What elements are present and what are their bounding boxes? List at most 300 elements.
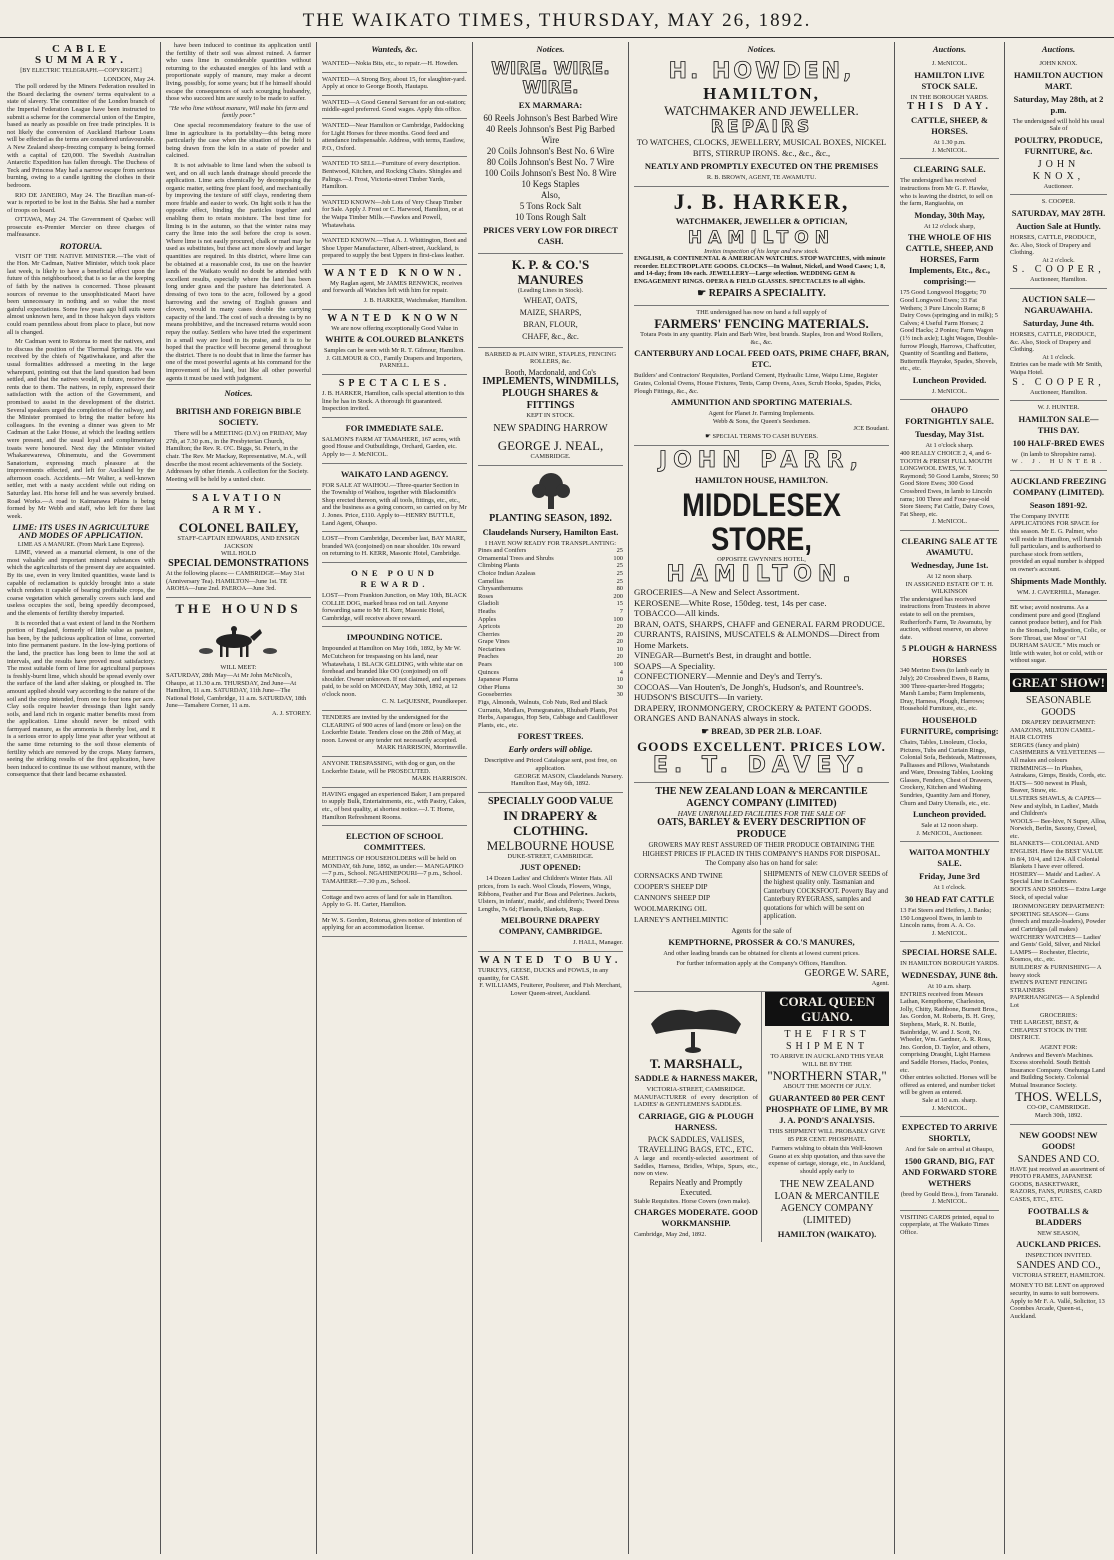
- wethers-sub: (bred by Gould Bros.), from Taranaki.: [900, 1190, 999, 1198]
- hounds-ad: [166, 598, 311, 722]
- ngaru-date: Saturday, June 4th.: [1023, 317, 1094, 328]
- column-auctions: [894, 42, 1004, 1554]
- land-agency-ad: [322, 464, 467, 533]
- iron-paperhangings: PAPERHANGINGS— A Splendid Lot: [1010, 994, 1099, 1009]
- plant-row: [478, 555, 623, 563]
- sandes-inspection: INSPECTION INVITED.: [1025, 1252, 1092, 1260]
- column-news: [2, 42, 160, 1554]
- awamutu-date: Wednesday, June 1st.: [910, 560, 989, 570]
- freezing-text: The Company INVITE APPLICATIONS FOR SPACE for this season. Mr E. G. Palmer, who will reside in Hamilton, will furnish full particulars, and is authorised to purchase stock from settlers, provided an equal number is shipped on owner's account.: [1010, 512, 1105, 574]
- middlesex-title: MIDDLESEX STORE,: [682, 486, 841, 557]
- visiting-cards-text: VISITING CARDS printed, equal to copperplate, at The Waikato Times Office.: [900, 1213, 994, 1237]
- canterbury-title: CANTERBURY AND LOCAL FEED OATS, PRIME CHAFF, BRAN, ETC.: [634, 348, 889, 370]
- nursery-ad: [478, 466, 623, 793]
- iron-ewen: EWEN'S PATENT FENCING STRAINERS: [1010, 979, 1088, 994]
- land-agency-title: WAIKATO LAND AGENCY.: [340, 468, 449, 479]
- grocery-item: ORANGES AND BANANAS always in stock.: [634, 713, 800, 724]
- plant-varieties: 100: [613, 554, 623, 562]
- wanted-known-sign: J. B. HARKER, Watchmaker, Hamilton.: [363, 297, 467, 305]
- waitoa-sale-ad: [900, 842, 999, 942]
- drapery-department: DRAPERY DEPARTMENT:: [1021, 718, 1096, 726]
- specially-good: SPECIALLY GOOD VALUE: [487, 795, 614, 807]
- money-to-lend: MONEY TO BE LENT on approved security, in sums to suit borrowers. Apply to Mr F. A. Vallé, Solicitor, 13 Coombes Arcade, Queen-st., Auckland.: [1010, 1282, 1105, 1320]
- wanted-ad-1: [322, 57, 467, 73]
- grain-list: [478, 295, 623, 343]
- freezing-season: Season 1891-92.: [1029, 499, 1088, 510]
- wire-prices: PRICES VERY LOW FOR DIRECT CASH.: [483, 225, 618, 246]
- special-terms-row: [634, 433, 889, 441]
- wanted-to-buy-ad: [478, 952, 623, 1001]
- will-hold: WILL HOLD: [220, 550, 257, 558]
- fencing-intro: THE undersigned has now on hand a full supply of: [696, 308, 827, 316]
- iron-lamps: LAMPS— Rochester, Electric, Kosmos, etc., etc.: [1010, 948, 1090, 964]
- ohaupo-sign: J. McNICOL.: [931, 518, 968, 526]
- knox-poultry: POULTRY, PRODUCE, FURNITURE, &c.: [1014, 134, 1103, 156]
- plant-varieties: 80: [616, 585, 623, 593]
- davey-name: E. T. DAVEY.: [652, 752, 871, 778]
- freezing-title: AUCKLAND FREEZING COMPANY (LIMITED).: [1010, 475, 1107, 497]
- plant-name: Pears: [478, 661, 492, 669]
- column-wanteds: [316, 42, 472, 1554]
- plant-varieties: 20: [616, 623, 623, 631]
- livestock-day: THIS DAY.: [907, 101, 992, 113]
- plant-row: [478, 638, 623, 646]
- grocery-item: HUDSON'S BISCUITS—In variety.: [634, 692, 763, 703]
- manures-ad: [478, 254, 623, 348]
- ohaupo-time: At 1 o'clock sharp.: [925, 442, 974, 450]
- livestock-place: IN THE BOROUGH YARDS.: [910, 93, 989, 101]
- plant-row: [478, 562, 623, 570]
- livestock-sign: J. McNICOL.: [931, 146, 968, 154]
- coral-about: ABOUT THE MONTH OF JULY.: [783, 1083, 871, 1091]
- wethers-order: And for Sale on arrival at Ohaupo,: [905, 1146, 994, 1154]
- plant-row: [478, 616, 623, 624]
- horse-sale-date: WEDNESDAY, JUNE 8th.: [901, 970, 998, 980]
- plant-varieties: 25: [616, 577, 623, 585]
- plant-name: Gooseberries: [478, 691, 512, 699]
- grocery-item: VINEGAR—Burnett's Best, in draught and bottle.: [634, 650, 812, 661]
- builders-text: Builders' and Contractors' Requisites, Portland Cement, Hydraulic Lime, Waipu Lime, Register Grates, Colonial Ovens, House Fixtures, Tents, Camp Ovens, Axes, Scrub Hooks, Spades, Picks, Plough Fittings, &c., &c.: [634, 372, 882, 395]
- middlesex-store-ad: [634, 446, 889, 783]
- horse-sale-sign: J. McNICOL.: [931, 1104, 968, 1112]
- hounds-schedule: SATURDAY, 28th May—At Mr John McNicol's, Ohaupo, at 11.30 a.m. THURSDAY, 2nd June—At Hamilton, 11 a.m. SATURDAY, 11th June—The National Hotel, Cambridge, 11 a.m. SATURDAY, 18th June—Tamahere Corner, 11 a.m.: [166, 672, 307, 710]
- waitoa-cattle: 30 HEAD FAT CATTLE: [904, 894, 995, 905]
- plant-row: [478, 646, 623, 654]
- lime-text-more: It is not advisable to lime land when the subsoil is wet, and on all such lands drainage should precede the application. Lime acts chemically by decomposing the organic matter, setting free plant food, and mechanically by improving the texture of stiff clays, rendering them more friable and easier to work. On light soils it has the opposite effect, binding the particles together and enabling them to retain moisture. The best time for liming is in the autumn, so that the winter rains may carry the lime into the soil before the crop is sown. Where lime is not easily procured, chalk or marl may be used as substitutes, but these act more slowly and larger quantities are required. In this district, where lime can be obtained at a reasonable cost, its use on the heavier lands of the Waikato would no doubt be attended with excellent results, especially where the land has been long under grass and the pasture has deteriorated. A dressing of two tons to the acre, followed by a good harrowing and the sowing of English grasses and clovers, would in many cases double the carrying capacity of the land. The cost of such a dressing is by no means prohibitive, and the increased returns would soon repay the outlay. Settlers who have tried the experiment in a small way are loud in its praise, and it is to be hoped that the practice will become general throughout the district. There is no doubt that in lime the farmer has one of the most powerful agents at his command for the improvement of his land, but like all other powerful agents it must be used with judgment.: [166, 161, 311, 382]
- visiting-cards-ad: [900, 1211, 999, 1241]
- plant-row: [478, 691, 623, 699]
- plant-name: Gladioli: [478, 600, 499, 608]
- lime-text-continued: have been induced to continue its application until the fertility of their soil was almost ruined. A farmer who uses lime in considerable quantities without returning to the exhausted energies of his land with a proportionate supply of manure, may make a decent living, possibly, for some years; but if he himself should escape the consequences of such scourging husbandry, those who succeed him are surely to be made to suffer.: [166, 42, 311, 103]
- grocery-item: DRAPERY, IRONMONGERY, CROCKERY & PATENT GOODS.: [634, 702, 872, 713]
- clearing-stock-list: 175 Good Longwool Hoggets; 70 Good Longwool Ewes; 33 Fat Wethers; 3 Pure Lincoln Rams; 8 Dairy Cows (springing and in milk); 5 Calves; 4 Useful Farm Horses; 2 Good Hacks; 2 Ponies; Farm Wagon (1½ inch axle); Light Wagon, Double-furrow Plough, Harrows, Chaffcutter, Quantity of Scantling and Battens, Buttermilk Hayrake, Spades, Shovels, etc., etc.: [900, 289, 998, 373]
- ammunition-title: AMMUNITION AND SPORTING MATERIALS.: [671, 397, 852, 408]
- wanted-ad-7: [322, 234, 467, 265]
- agent-for: AGENT FOR:: [1039, 1043, 1078, 1051]
- sandes-text: HAVE just received an assortment of PHOTO FRAMES, JAPANESE GOODS, BASKETWARE, RAZORS, FANS, PURSES, CARD CASES, ETC., ETC.: [1010, 1165, 1105, 1204]
- impounding-title: IMPOUNDING NOTICE.: [346, 632, 443, 643]
- reward-text: LOST—From Frankton Junction, on May 10th, BLACK COLLIE DOG, marked brass rod on tail. Anyone forwarding same to Mr H. Kerr, Masonic Hotel, Cambridge, will receive above reward.: [322, 591, 467, 622]
- howden-title: H. HOWDEN,: [668, 59, 855, 84]
- drapery-title: IN DRAPERY & CLOTHING.: [503, 807, 598, 838]
- coral-ship: "NORTHERN STAR,": [767, 1068, 887, 1084]
- grocery-item: TOBACCO—All kinds.: [634, 608, 720, 619]
- kp-title: K. P. & CO.'S MANURES: [511, 257, 590, 287]
- harker-invites: Invites inspection of his large and new stock.: [704, 247, 819, 255]
- knox-ad: [1010, 57, 1107, 195]
- wire-item: 20 Coils Johnson's Best No. 6 Wire: [486, 146, 615, 156]
- ohaupo-date: Tuesday, May 31st.: [914, 429, 985, 440]
- impounding-sign: C. N. LeQUESNE, Poundkeeper.: [381, 698, 467, 706]
- notices-heading: Notices.: [166, 384, 311, 399]
- ngaru-title: AUCTION SALE—NGARUAWAHIA.: [1022, 293, 1095, 315]
- ngaru-time: At 1 o'clock.: [1042, 353, 1075, 361]
- wanted-text: WANTED—A Good General Servant for an out-station; middle-aged preferred. Good wages. Apply this office.: [322, 98, 466, 114]
- plant-varieties: 4: [619, 668, 623, 676]
- blankets-text: Samples can be seen with Mr R. T. Gilmour, Hamilton.: [324, 347, 465, 355]
- waitoa-title: WAITOA MONTHLY SALE.: [908, 847, 990, 869]
- cable-byline: [BY ELECTRIC TELEGRAPH.—COPYRIGHT.]: [20, 68, 142, 74]
- plough-title: PLOUGH SHARES & FITTINGS: [502, 388, 599, 412]
- wanted-text: WANTED—Near Hamilton or Cambridge, Paddocking for Light Horses for three months. Good feed and attendance indispensable. Address, with terms, Eastlow, P.O., Oxford.: [322, 121, 465, 152]
- plant-name: Pines and Conifers: [478, 547, 527, 555]
- immediate-sale-title: FOR IMMEDIATE SALE.: [345, 422, 444, 433]
- horse-sale-ad: [900, 942, 999, 1117]
- drapery-trimmings: TRIMMINGS— In Plushes, Astrakans, Gimps, Braids, Cords, etc.: [1010, 764, 1107, 780]
- wire-title: WIRE. WIRE. WIRE.: [491, 59, 610, 98]
- horse-sale-close: Other entries solicited. Horses will be offered as entered, and number ticket will be given as entered.: [900, 1074, 997, 1097]
- clearing-sale-ad: [900, 159, 999, 400]
- auctioneer-name: J. McNICOL.: [931, 60, 968, 67]
- harker-repairs: REPAIRS A SPECIALITY.: [708, 287, 826, 299]
- barbed-text: BARBED & PLAIN WIRE, STAPLES, FENCING ROLLERS, &c.: [484, 350, 617, 366]
- fencing-title: FARMERS' FENCING MATERIALS.: [654, 316, 869, 332]
- lime-text: LIME, viewed as a manurial element, is one of the most valuable and important mineral substances with which the agriculturists of the present day are acquainted. By its use, even in very limited quantities, waste land is capable of reclamation is quickly brought into a state which renders it capable of bearing profitable crops, the coarse vegetation which generally covers such land and useless occupies the soil, being speedily decomposed, and the elements of fertility thereby imparted.: [7, 549, 155, 617]
- fencing-text: Totara Posts in any quantity. Plain and Barb Wire, best brands. Staples, Iron and Wood Rollers, &c., &c.: [640, 331, 883, 346]
- sare-name: GEORGE W. SARE,: [804, 967, 889, 979]
- plant-row: [478, 547, 623, 555]
- iron-watches: WATCHERY WATCHES— Ladies' and Gents' Gold, Silver, and Nickel: [1010, 933, 1102, 949]
- awamutu-time: At 12 noon sharp.: [926, 573, 973, 580]
- trespass-sign: MARK HARRISON.: [411, 775, 467, 783]
- grocery-item: COCOAS—Van Houten's, De Jongh's, Hudson's, and Rountree's.: [634, 681, 864, 692]
- awamutu-assigned: IN ASSIGNED ESTATE OF T. H. WILKINSON: [905, 580, 994, 596]
- plant-name: Camellias: [478, 577, 504, 585]
- wire-ex: EX MARMARA:: [518, 100, 583, 110]
- coral-guaranteed: GUARANTEED 80 PER CENT PHOSPHATE OF LIME, BY MR J. A. POND'S ANALYSIS.: [765, 1092, 889, 1125]
- neal-name: GEORGE J. NEAL,: [497, 437, 604, 453]
- marshall-date: Cambridge, May 2nd, 1892.: [634, 1231, 707, 1239]
- drapery-ulsters: ULSTERS SHAWLS, & CAPES— New and stylish, in Ladies', Maids and Children's: [1010, 794, 1102, 818]
- wanted-ad-6: [322, 196, 467, 234]
- staff-names: STAFF-CAPTAIN EDWARDS, AND ENSIGN JACKSON: [177, 535, 300, 550]
- sare-role: Agent.: [871, 979, 889, 987]
- nz-loan-item: CANNON'S SHEEP DIP: [634, 892, 711, 902]
- sandes-sign: SANDES AND CO.,: [1016, 1259, 1101, 1271]
- coral-first-shipment: THE FIRST SHIPMENT: [784, 1029, 870, 1053]
- drapery-serges: SERGES (fancy and plain) CASHMERES & VELVETEENS — All makes and colours: [1010, 741, 1105, 764]
- huntly-title: Auction Sale at Huntly.: [1016, 220, 1101, 231]
- hunter-ad: [1010, 401, 1107, 471]
- awamutu-sign: J. McNICOL, Auctioneer.: [916, 829, 983, 837]
- harker-title: J. B. HARKER,: [673, 188, 850, 214]
- wire-item: 40 Reels Johnson's Best Pig Barbed Wire: [486, 124, 615, 145]
- column-notices-wide: [628, 42, 894, 1554]
- nz-loan-left-list: [634, 870, 760, 925]
- clearing-time: At 12 o'clock sharp,: [923, 222, 976, 230]
- plant-varieties: 25: [616, 562, 623, 570]
- clearing-date: Monday, 30th May,: [914, 209, 985, 220]
- marshall-address: VICTORIA-STREET, CAMBRIDGE.: [646, 1086, 746, 1094]
- howden-ad: [634, 57, 889, 187]
- knox-intro: The undersigned will hold his usual Sale of: [1012, 117, 1105, 133]
- wethers-title: 1500 GRAND, BIG, FAT AND FORWARD STORE WETHERS: [902, 1155, 997, 1188]
- grocery-item: CURRANTS, RAISINS, MUSCATELS & ALMONDS—Direct from Home Markets.: [634, 629, 880, 650]
- wethers-sign: J. McNICOL.: [931, 1198, 968, 1206]
- kp-subtitle: (Leading Lines in Stock).: [517, 287, 584, 294]
- drapery-hosiery: HOSIERY— Maids' and Ladies'. A Special Line in Cashmere.: [1010, 870, 1101, 886]
- implements-title: IMPLEMENTS, WINDMILLS,: [482, 376, 619, 388]
- rotorua-continued: Mr Cadman went to Rotorua to meet the natives, and to discuss the position of the Thermal Springs. He was received by the chiefs of Ngatiwhakaue, and after the usual formalities addressed a meeting in the large wharepuni, pointing out that the land question had been settled, and that the natives would, in future, receive the rents due to them. The natives, in reply, expressed their satisfaction with the action of the Government, and promised to assist in the development of the district. Several speakers urged the completion of the railway, and the Minister promised to bring the matter before his colleagues. In the evening a dinner was given to Mr Cadman at the Lake House, at which the leading settlers were present, and the usual loyal and complimentary toasts were honoured. Next day the Minister visited Whakarewarewa, Ohinemutu, and the Government Sanatorium, expressing much pleasure at the improvements effected, and left for Auckland by the afternoon coach. Accidents.—Mr Walter, a well-known settler, met with a nasty accident while out riding on Saturday last. His horse fell and he was severely bruised. Road Works.—A road to Kaimanawa Plains is being formed by Mr Webb and staff, who left for there last week.: [7, 338, 155, 520]
- ottawa-text: OTTAWA, May 24. The Government of Quebec will prosecute ex-Premier Mercier on three charges of malfeasance.: [7, 216, 155, 239]
- blankets-heading: WHITE & COLOURED BLANKETS: [325, 334, 464, 345]
- bread-text: BREAD, 3D PER 2LB. LOAF.: [711, 725, 822, 736]
- horse-sale-sale-time: Sale at 10 a.m. sharp.: [922, 1096, 977, 1104]
- marshall-stable: Stable Requisites. Horse Covers (own make).: [634, 1197, 751, 1205]
- sauce-ad: [1010, 601, 1107, 670]
- plant-varieties: 25: [616, 569, 623, 577]
- tenders-text: TENDERS are invited by the undersigned for the CLEARING of 900 acres of land (more or less) on the Lockerbie Estate. Tenders close on the 28th of May, at noon. Lowest or any tender not necessarily accepted.: [322, 714, 462, 744]
- ironmongery-department: IRONMONGERY DEPARTMENT:: [1012, 903, 1105, 911]
- coral-farmers: Farmers wishing to obtain this Well-known Guano at ex ship quotation, and thus save the expense of cartage, storage, etc., in Auckland, should apply early to: [768, 1145, 886, 1175]
- trespass-text: ANYONE TRESPASSING, with dog or gun, on the Lockerbie Estate, will be PROSECUTED.: [322, 760, 455, 775]
- awamutu-text: The undersigned has received instructions from Trustees in above estate to sell on the premises, Rutherford's Farm, Te Awamutu, by auction, without reserve, on above date.: [900, 595, 992, 641]
- howden-neatly: NEATLY AND PROMPTLY EXECUTED ON THE PREMISES: [644, 161, 879, 171]
- election-text: MEETINGS OF HOUSEHOLDERS will be held on MONDAY, 6th June, 1892, as under:— MANGAPIKO—7 p.m., School. NGAHINEPOURI—7 p.m., School. TAMAHERE—7.30 p.m., School.: [322, 855, 464, 885]
- plant-varieties: 200: [613, 592, 623, 600]
- melbourne-company: MELBOURNE DRAPERY COMPANY, CAMBRIDGE.: [498, 915, 603, 937]
- grain-item: MAIZE, SHARPS,: [519, 307, 582, 317]
- clearing-title: CLEARING SALE.: [913, 164, 986, 175]
- plant-name: Japanese Plums: [478, 676, 519, 684]
- kept-text: KEPT IN STOCK.: [526, 412, 575, 420]
- wire-item: 10 Tons Rough Salt: [515, 212, 586, 222]
- special-terms: SPECIAL TERMS TO CASH BUYERS.: [712, 432, 818, 440]
- huntly-role: Auctioneer, Hamilton.: [1029, 276, 1088, 284]
- implements-ad: [478, 348, 623, 466]
- te-awamutu-sale-ad: [900, 531, 999, 842]
- livestock-title: HAMILTON LIVE STOCK SALE.: [914, 69, 985, 91]
- marshall-name: T. MARSHALL,: [649, 1056, 743, 1072]
- harker-town: HAMILTON: [688, 227, 835, 248]
- plant-name: Roses: [478, 592, 494, 600]
- plant-name: Apples: [478, 615, 497, 623]
- wire-items: [478, 113, 623, 223]
- huntly-text: HORSES, CATTLE, PRODUCE, &c. Also, Stock of Drapery and Clothing.: [1010, 233, 1097, 257]
- clearing-luncheon: Luncheon Provided.: [912, 374, 987, 385]
- ngaru-role: Auctioneer, Hamilton.: [1029, 388, 1088, 396]
- marshall-assortment: A large and recently-selected assortment of Saddles, Harness, Bridles, Whips, Spurs, etc., now on view.: [634, 1154, 758, 1178]
- planting-title: PLANTING SEASON, 1892.: [489, 512, 612, 524]
- sandes-ad: [1010, 1125, 1107, 1325]
- election-title: ELECTION OF SCHOOL COMMITTEES.: [346, 831, 443, 853]
- early-orders: Early orders will oblige.: [508, 744, 593, 755]
- agent-text: Andrews and Beven's Machines. Excess storehold. South British Insurance Company. Onehunga Land and Building Society. Colonial Mutual Insurance Society.: [1010, 1051, 1106, 1089]
- plant-name: Choice Indian Azaleas: [478, 569, 536, 577]
- marshall-trade: SADDLE & HARNESS MAKER,: [634, 1073, 758, 1084]
- planet-agent: Agent for Planet Jr. Farming Implements.: [708, 410, 815, 418]
- hunter-ewes-sub: (in lamb to Shropshire rams).: [1020, 450, 1097, 458]
- marshall-carriage: CARRIAGE, GIG & PLOUGH HARNESS.: [638, 1110, 754, 1132]
- bible-society-title: BRITISH AND FOREIGN BIBLE SOCIETY.: [175, 406, 302, 428]
- williams-sign: F. WILLIAMS, Fruiterer, Poulterer, and Fish Merchant, Lower Queen-street, Auckland.: [479, 982, 622, 997]
- grain-item: WHEAT, OATS,: [523, 295, 578, 305]
- wanted-ad-3: [322, 96, 467, 119]
- nz-loan-unrivalled: HAVE UNRIVALLED FACILITIES FOR THE SALE OF: [677, 808, 846, 818]
- plant-row: [478, 653, 623, 661]
- hounds-will-meet: WILL MEET:: [220, 664, 257, 672]
- plant-varieties: 20: [616, 638, 623, 646]
- baker-text: HAVING engaged an experienced Baker, I am prepared to supply Bulk, Entertainments, etc., with Pastry, Cakes, etc., of best quality, at shortest notice.—J. T. Horne, Hamilton Refreshment Rooms.: [322, 790, 466, 821]
- nursery-sign: GEORGE MASON, Claudelands Nursery.: [514, 772, 623, 780]
- nz-loan-growers: GROWERS MAY REST ASSURED OF THEIR PRODUCE OBTAINING THE HIGHEST PRICES IF PLACED IN THIS COMPANY'S HANDS FOR DISPOSAL.: [642, 841, 881, 858]
- awamutu-horses: 5 PLOUGH & HARNESS HORSES: [902, 643, 997, 665]
- plant-name: Cherries: [478, 630, 500, 638]
- notices-heading: Notices.: [536, 44, 565, 54]
- blankets-intro: We are now offering exceptionally Good Value in: [331, 324, 458, 332]
- column-news-2: [160, 42, 316, 1554]
- nz-loan-item: WOOLMARKING OIL: [634, 903, 707, 913]
- plant-varieties: 30: [616, 691, 623, 699]
- nursery-name: Claudelands Nursery, Hamilton East.: [482, 526, 619, 537]
- seasonable-title: SEASONABLE GOODS: [1025, 694, 1091, 718]
- marshall-pack: PACK SADDLES, VALISES, TRAVELLING BAGS, ETC., ETC.: [638, 1134, 754, 1154]
- coral-title: CORAL QUEEN GUANO.: [765, 992, 889, 1026]
- freezing-sign: WM. J. CAVERHILL, Manager.: [1016, 588, 1101, 596]
- plant-row: [478, 669, 623, 677]
- reward-title: ONE POUND REWARD.: [351, 567, 438, 589]
- horse-sale-entries: ENTRIES received from Messrs Lathan, Kempthorne, Charleston, Jolly, Chitty, Rathbone, Burnett Bros., Jas. Gordon, M. Roberts, B. H. Grey, Stephens, Mark, R. N. Buttle, Bainbridge, W. and J. Scott, Nr. Wheeler, Wm. Gardner, A. R. Ross, Jno. Gordon, D. Taylor, and others, comprising Draught, Light Harness and Saddle Horses, Hacks, Ponies, etc.: [900, 990, 998, 1074]
- coral-guano-ad: [762, 992, 889, 1241]
- reward-ad: [322, 563, 467, 627]
- impounding-text: Impounded at Hamilton on May 16th, 1892, by Mr W. McCutcheon for trespassing on his land, near Whatawhata, 1 BLACK GELDING, with white star on forehead and branded like OO (conjoined) on off shoulder. Owner unknown. If not claimed, and expenses paid, to be sold on MONDAY, May 30th, 1892, at 12 o'clock noon.: [322, 645, 466, 698]
- plant-row: [478, 684, 623, 692]
- wanted-text: WANTED KNOWN.—That A. J. Whittington, Boot and Shoe Upper Manufacturer, Albert-street, Auckland, is prepared to supply the best Uppers in first-class leather.: [322, 237, 467, 260]
- great-show-title: GREAT SHOW!: [1011, 674, 1106, 690]
- hunter-title: HAMILTON SALE—THIS DAY.: [1018, 413, 1099, 435]
- knox-title: HAMILTON AUCTION MART.: [1013, 69, 1104, 91]
- harrow-title: NEW SPADING HARROW: [493, 422, 608, 434]
- bottom-ads: [634, 992, 889, 1241]
- clearing-whole: THE WHOLE OF HIS CATTLE, SHEEP, AND HORSES, Farm Implements, Etc., &c., comprising:—: [905, 232, 994, 287]
- drapery-boots: BOOTS AND SHOES— Extra Large Stock, of special value: [1010, 886, 1107, 901]
- drapery-wools: WOOLS— Bee-hive, N Super, Alloa, Norwich, Berlin, Saxony, Crewel, etc.: [1010, 817, 1107, 840]
- knox-sign: JOHN KNOX,: [1032, 158, 1085, 182]
- tree-icon: [521, 471, 581, 511]
- harker-subtitle: WATCHMAKER, JEWELLER & OPTICIAN,: [675, 215, 848, 226]
- plant-name: Ornamental Trees and Shrubs: [478, 554, 554, 562]
- waitoa-date: Friday, June 3rd: [919, 871, 980, 882]
- plant-row: [478, 661, 623, 669]
- kempthorne-title: KEMPTHORNE, PROSSER & CO.'S MANURES,: [668, 937, 855, 948]
- grocery-list: [634, 587, 889, 724]
- plant-row: [478, 676, 623, 684]
- wethers-ad: [900, 1117, 999, 1211]
- demo-list: At the following places:— CAMBRIDGE—May 31st (Anniversary Tea). HAMILTON—June 1st. TE AROHA—June 2nd. PAEROA—June 3rd.: [166, 570, 305, 593]
- rotorua-text: VISIT OF THE NATIVE MINISTER.—The visit of the Hon. Mr Cadman, Native Minister, which took place last week, is likely to have a beneficial effect upon the future of this neighbourhood; that is so far as the keeping of faith by the natives is concerned. Those pleasant sources of revenue to the unsophisticated Maori have been unnecessary in nothing and so value the most gainful expectations. Some few years ago bill suits were almost unknown here, and in those halcyon days visitors could roam penniless about from place to place, but now all is changed.: [7, 252, 155, 336]
- ngaru-sign: S. COOPER,: [1012, 376, 1105, 388]
- blankets-ad: [322, 310, 467, 375]
- salvation-army-title: SALVATION ARMY.: [192, 493, 285, 517]
- marshall-charges: CHARGES MODERATE. GOOD WORKMANSHIP.: [634, 1207, 758, 1229]
- awamutu-household: HOUSEHOLD FURNITURE, comprising:: [900, 714, 999, 736]
- spectacles-title: SPECTACLES.: [338, 378, 451, 390]
- huntly-time: At 2 o'clock.: [1042, 256, 1075, 264]
- harker-repairs-row: [634, 288, 889, 299]
- waitoa-text: 13 Fat Steers and Heifers, J. Banks; 150 Longwool Ewes, in lamb to Lincoln rams, from A. A. Co.: [900, 907, 992, 930]
- notices-heading: Notices.: [747, 44, 776, 54]
- howden-town: HAMILTON,: [703, 84, 820, 103]
- cable-date: LONDON, May 24.: [103, 75, 155, 83]
- huntly-sign: S. COOPER,: [1012, 264, 1105, 276]
- coral-arrive: TO ARRIVE IN AUCKLAND THIS YEAR: [770, 1053, 884, 1061]
- coral-town: HAMILTON (WAIKATO).: [777, 1228, 877, 1239]
- marshall-ad: [634, 992, 762, 1241]
- plant-name: Peaches: [478, 653, 499, 661]
- sandes-title: SANDES AND CO.: [1017, 1153, 1100, 1165]
- livestock-sale-ad: [900, 57, 999, 159]
- lost-mare-ad: [322, 532, 467, 563]
- iron-builders: BUILDERS' & FURNISHING— A heavy stock: [1010, 963, 1102, 979]
- wire-item: 100 Coils Johnson's Best No. 8 Wire: [484, 168, 617, 178]
- hunter-sign: W. J. HUNTER.: [1011, 458, 1106, 466]
- plant-row: [478, 608, 623, 616]
- spectacles-text: J. B. HARKER, Hamilton, calls special attention to this line he has in Stock. A thorough fit guaranteed. Inspection invited.: [322, 390, 465, 413]
- huntly-date: SATURDAY, MAY 28TH.: [1011, 207, 1106, 218]
- coral-shipment: THIS SHIPMENT WILL PROBABLY GIVE 85 PER CENT. PHOSPHATE.: [768, 1127, 886, 1143]
- horse-sale-place: IN HAMILTON BOROUGH YARDS.: [900, 960, 999, 968]
- fencing-ad: [634, 306, 889, 446]
- harker-ad: [634, 187, 889, 306]
- clearing-sign: J. McNICOL.: [931, 387, 968, 395]
- grain-item: BRAN, FLOUR,: [523, 319, 578, 329]
- cable-summary-heading: CABLE SUMMARY.: [34, 43, 127, 66]
- plant-name: Chrysanthemums: [478, 585, 523, 593]
- colonel-name: COLONEL BAILEY,: [178, 520, 299, 536]
- wanted-text: WANTED—A Strong Boy, about 15, for slaughter-yard. Apply at once to George Booth, Hautapu.: [322, 75, 467, 91]
- wells-name: THOS. WELLS,: [1015, 1089, 1102, 1105]
- ohaupo-sale-ad: [900, 400, 999, 531]
- plant-name: Heaths: [478, 607, 496, 615]
- plant-row: [478, 593, 623, 601]
- howden-repairs-text: TO WATCHES, CLOCKS, JEWELLERY, MUSICAL BOXES, NICKEL BITS, STIRRUP IRONS. &c., &c., &c.,: [636, 137, 887, 158]
- groceries-largest: THE LARGEST, BEST, & CHEAPEST STOCK IN THE DISTRICT.: [1010, 1019, 1087, 1042]
- nz-loan-item: LARNEY'S ANTHELMINTIC: [634, 914, 729, 924]
- knox-role: Auctioneer.: [1043, 182, 1074, 190]
- plant-varieties: 100: [613, 661, 623, 669]
- grocery-item: GROCERIES—A New and Select Assortment.: [634, 587, 800, 598]
- webb-agent: Webb & Sons, the Queen's Seedsmen.: [712, 417, 811, 425]
- rio-text: RIO DE JANEIRO, May 24. The Brazilian man-of-war is reported to be lost in the Bahia. She had a number of troops on board.: [7, 191, 155, 214]
- plant-name: Quinces: [478, 668, 499, 676]
- sauce-text: BE wise; avoid nostrums. As a condiment pure and good (England cannot produce better), and for Fish in the Stomach, Indigestion, Colic, or Sore Throat, use Moss' or "AI DURHAM SAUCE." Mix much or little with water, hot or cold, with or without sugar.: [1010, 604, 1106, 665]
- drapery-amazons: AMAZONS, MILTON CAMEL-HAIR CLOTHS: [1010, 726, 1096, 742]
- wanted-text: WANTED TO SELL—Furniture of every description. Bentwood, Kitchen, and Rocking Chairs. Shingles and Palings.—J. Frost, Victoria-street Timber Yards, Hamilton.: [322, 160, 462, 191]
- plants-list: [478, 547, 623, 699]
- trespass-ad: [322, 757, 467, 788]
- lime-subheading: LIME AS A MANURE. (From Mark Lane Express).: [17, 541, 145, 548]
- opened-text: 14 Dozen Ladies' and Children's Winter Hats. All prices, from 1s each. Wool Clouds, Flowers, Wings, Ribbons, Feather and Fur Boas and Pelerines. Jackets, Ulsters, in infants', maids', and children's; Tweed Dress Lengths, 7s 6d; Flannels, Blankets, Rugs.: [478, 875, 619, 913]
